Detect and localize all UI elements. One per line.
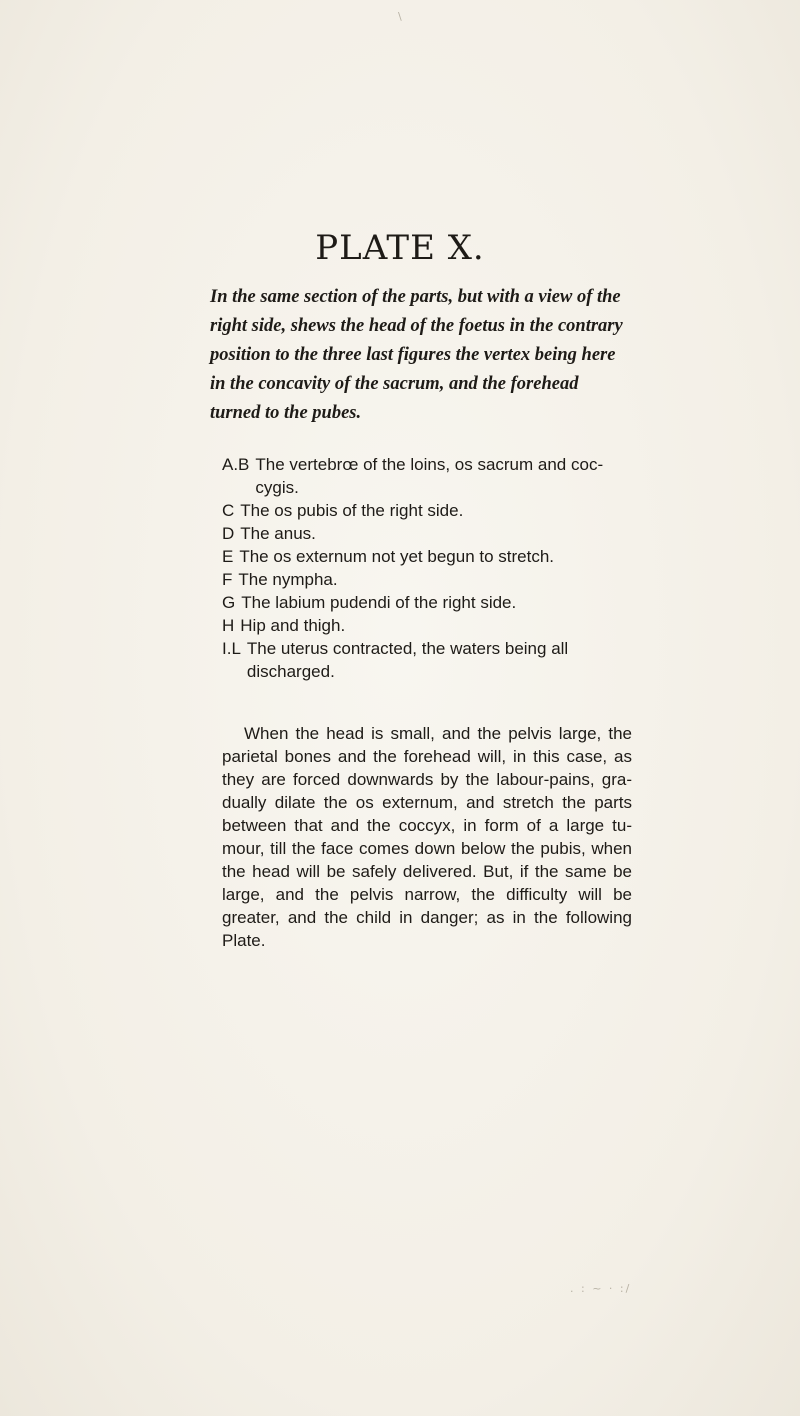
legend-key: I.L bbox=[222, 639, 241, 658]
legend-text: The uterus contracted, the waters being all discharged. bbox=[246, 639, 569, 681]
page-smudge: . : ~ · :/ bbox=[570, 1282, 632, 1295]
plate-title: PLATE X. bbox=[315, 228, 485, 268]
legend-text: The vertebrœ of the loins, os sacrum and coc-cygis. bbox=[255, 455, 604, 497]
legend-key: E bbox=[222, 547, 234, 566]
legend-item-g bbox=[222, 591, 642, 614]
legend-text: Hip and thigh. bbox=[240, 616, 346, 635]
legend-key: F bbox=[222, 570, 233, 589]
legend-item-c bbox=[222, 499, 642, 522]
legend-key: A.B bbox=[222, 455, 250, 474]
legend-item-f bbox=[222, 568, 642, 591]
legend-key: H bbox=[222, 616, 235, 635]
legend-item-il bbox=[222, 637, 642, 683]
legend-text: The nympha. bbox=[238, 570, 338, 589]
legend-key: D bbox=[222, 524, 235, 543]
legend-key: G bbox=[222, 593, 236, 612]
plate-caption: In the same section of the parts, but with a view of the right side, shews the head of the foetus in the contrary position to the three last figures the vertex being here in the concavity of the sacrum, and the forehead turned to the pubes. bbox=[210, 287, 623, 423]
body-paragraph: When the head is small, and the pelvis large, the parietal bones and the forehead will, in this case, as they are forced downwards by the labour-pains, gra-dually dilate the os externum, and stretch the parts between that and the coccyx, in form of a large tu-mour, till the face comes down below the pubis, when the head will be safely delivered. But, if the same be large, and the pelvis narrow, the difficulty will be greater, and the child in danger; as in the following Plate. bbox=[222, 724, 632, 950]
legend-list bbox=[222, 453, 642, 683]
legend-item-d bbox=[222, 522, 642, 545]
legend-key: C bbox=[222, 501, 235, 520]
legend-text: The anus. bbox=[240, 524, 316, 543]
legend-item-e bbox=[222, 545, 642, 568]
legend-text: The os externum not yet begun to stretch. bbox=[239, 547, 555, 566]
legend-item-ab bbox=[222, 453, 642, 499]
page-mark: \ bbox=[398, 10, 402, 23]
legend-item-h bbox=[222, 614, 642, 637]
legend-text: The labium pudendi of the right side. bbox=[241, 593, 517, 612]
legend-text: The os pubis of the right side. bbox=[240, 501, 464, 520]
